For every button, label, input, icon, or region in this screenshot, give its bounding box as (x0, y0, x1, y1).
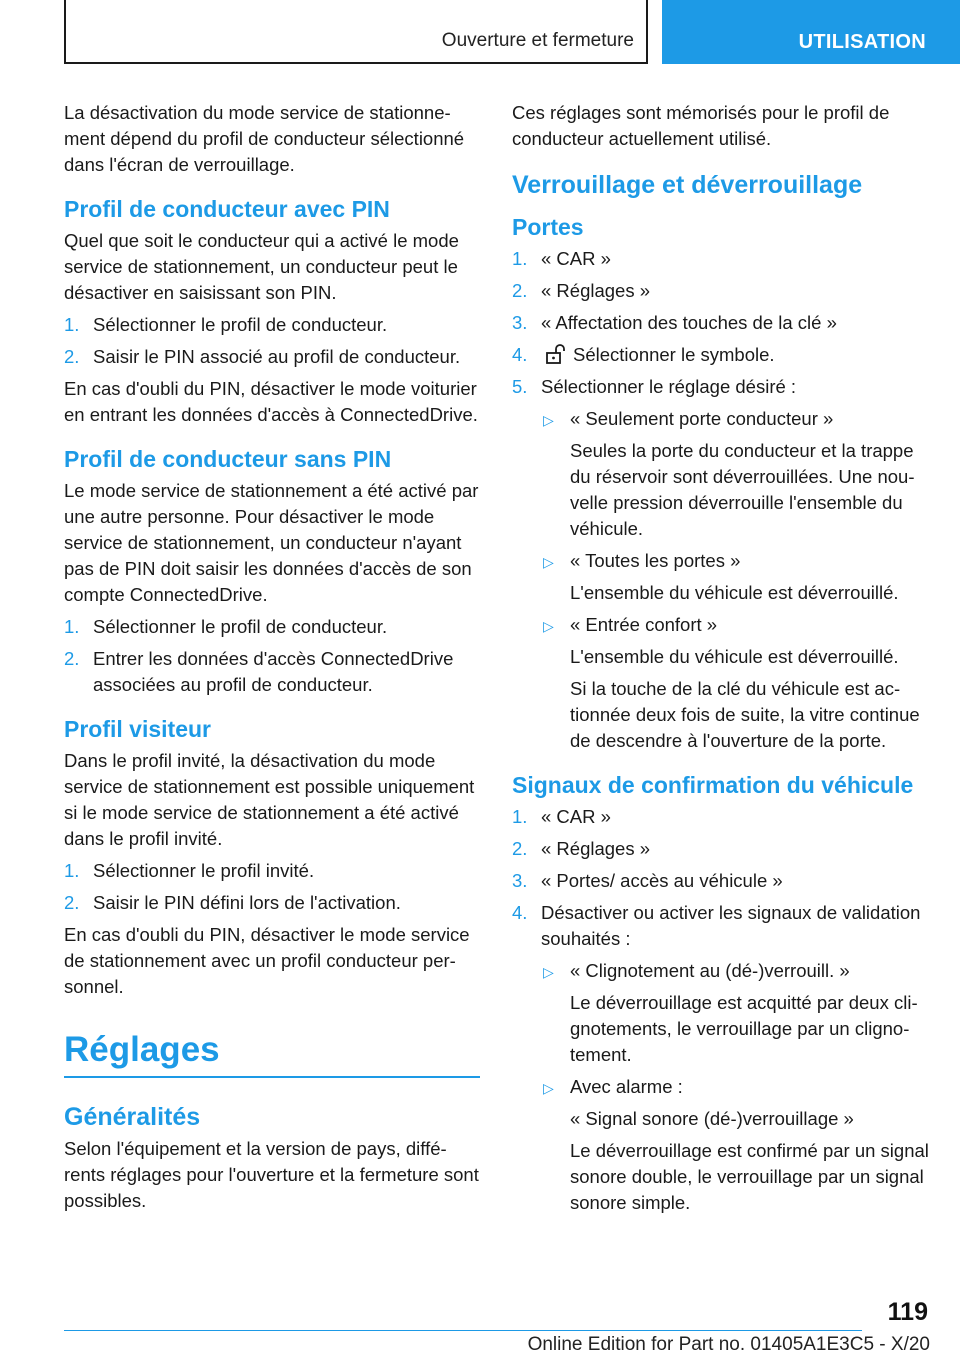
heading-rule (64, 1076, 480, 1078)
page-number: 119 (887, 1298, 928, 1326)
step-text: Sélectionner le profil de conducteur. (93, 616, 388, 637)
left-column (64, 100, 480, 1220)
option-item (541, 406, 932, 542)
step-number: 2. (512, 280, 528, 301)
step-text: Entrer les données d'accès ConnectedDrive associées au profil de conducteur. (93, 648, 454, 695)
option-item (541, 612, 932, 754)
triangle-bullet-icon: ▷ (543, 554, 554, 570)
step-number: 3. (512, 870, 528, 891)
step-number: 2. (64, 648, 80, 669)
triangle-bullet-icon: ▷ (543, 412, 554, 428)
list-item (512, 868, 932, 894)
right-intro: Ces réglages sont mémorisés pour le profil de conducteur actuellement utilisé. (512, 102, 890, 149)
heading-doors: Portes (512, 214, 584, 240)
step-number: 1. (64, 860, 80, 881)
option-desc: Le déverrouillage est confirmé par un signal sonore double, le verrouillage par un signal sonore simple. (570, 1140, 929, 1213)
header-chapter-tab: UTILISATION (662, 0, 960, 64)
list-item (64, 312, 480, 338)
footer-edition: Online Edition for Part no. 01405A1E3C5 - X/20 (527, 1334, 930, 1355)
list-item (512, 836, 932, 862)
footer-rule (64, 1330, 862, 1331)
step-number: 4. (512, 344, 528, 365)
nopin-steps (64, 614, 480, 698)
list-item (64, 858, 480, 884)
list-item (64, 614, 480, 640)
list-item (512, 804, 932, 830)
right-column (512, 100, 932, 1222)
list-item (512, 310, 932, 336)
option-desc: Le déverrouillage est acquitté par deux clignotements, le verrouillage par un clignotement. (570, 992, 918, 1065)
step-text: Sélectionner le symbole. (573, 344, 775, 365)
step-text: Désactiver ou activer les signaux de validation souhaités : (541, 902, 921, 949)
option-item (541, 548, 932, 606)
doors-options (541, 406, 932, 754)
option-label: « Toutes les portes » (570, 550, 741, 571)
visitor-steps (64, 858, 480, 916)
step-text: Sélectionner le profil de conducteur. (93, 314, 388, 335)
heading-visitor-profile: Profil visiteur (64, 716, 211, 742)
unlock-icon (545, 344, 567, 364)
step-number: 1. (512, 806, 528, 827)
step-number: 3. (512, 312, 528, 333)
pin-note: En cas d'oubli du PIN, désactiver le mode voiturier en entrant les données d'accès à ConnectedDrive. (64, 378, 478, 425)
doors-steps (512, 246, 932, 754)
triangle-bullet-icon: ▷ (543, 1080, 554, 1096)
list-item (512, 374, 932, 754)
step-number: 2. (64, 346, 80, 367)
option-item (541, 958, 932, 1068)
list-item (64, 646, 480, 698)
option-label: « Seulement porte conducteur » (570, 408, 834, 429)
step-number: 4. (512, 902, 528, 923)
list-item (64, 344, 480, 370)
heading-settings: Réglages (64, 1030, 220, 1069)
step-number: 2. (64, 892, 80, 913)
signals-steps (512, 804, 932, 1216)
option-desc: L'ensemble du véhicule est déverrouillé. (570, 582, 899, 603)
heading-pin-profile: Profil de conducteur avec PIN (64, 196, 390, 222)
general-text: Selon l'équipement et la version de pays, différents réglages pour l'ouverture et la fermeture sont possibles. (64, 1138, 479, 1211)
signals-options (541, 958, 932, 1216)
option-label: « Entrée confort » (570, 614, 718, 635)
heading-lock-unlock: Verrouillage et déverrouillage (512, 171, 863, 199)
step-text: Saisir le PIN défini lors de l'activation. (93, 892, 401, 913)
triangle-bullet-icon: ▷ (543, 618, 554, 634)
step-number: 1. (512, 248, 528, 269)
heading-nopin-profile: Profil de conducteur sans PIN (64, 446, 392, 472)
visitor-note: En cas d'oubli du PIN, désactiver le mode service de stationnement avec un profil conducteur personnel. (64, 924, 470, 997)
left-intro: La désactivation du mode service de stationnement dépend du profil de conducteur sélectionné dans l'écran de verrouillage. (64, 102, 465, 175)
step-number: 1. (64, 314, 80, 335)
step-text: « Réglages » (541, 280, 651, 301)
step-text: Sélectionner le profil invité. (93, 860, 315, 881)
pin-text: Quel que soit le conducteur qui a activé le mode service de stationnement, un conducteur peut le désactiver en saisissant son PIN. (64, 230, 459, 303)
header-section-title: Ouverture et fermeture (441, 30, 634, 51)
list-item (512, 278, 932, 304)
option-label: « Clignotement au (dé-)verrouill. » (570, 960, 850, 981)
option-item (541, 1074, 932, 1216)
pin-steps (64, 312, 480, 370)
step-text: « Réglages » (541, 838, 651, 859)
step-text: « CAR » (541, 248, 611, 269)
option-desc: « Signal sonore (dé-)verrouillage » (570, 1108, 854, 1129)
option-desc: L'ensemble du véhicule est déverrouillé. (570, 646, 899, 667)
visitor-text: Dans le profil invité, la désactivation du mode service de stationnement est possible uniquement si le mode service de stationnement a été activé dans le profil invité. (64, 750, 475, 849)
option-label: Avec alarme : (570, 1076, 683, 1097)
heading-signals: Signaux de confirmation du véhicule (512, 772, 914, 798)
list-item (64, 890, 480, 916)
option-desc: Seules la porte du conducteur et la trappe du réservoir sont déverrouillées. Une nouvelle pression déverrouille l'ensemble du véhicule. (570, 440, 915, 539)
list-item (512, 246, 932, 272)
option-desc: Si la touche de la clé du véhicule est actionnée deux fois de suite, la vitre continue de descendre à l'ouverture de la porte. (570, 678, 920, 751)
step-text: « Affectation des touches de la clé » (541, 312, 837, 333)
heading-general: Généralités (64, 1103, 201, 1131)
step-text: « Portes/ accès au véhicule » (541, 870, 783, 891)
step-number: 1. (64, 616, 80, 637)
list-item (512, 900, 932, 1216)
list-item (512, 342, 932, 368)
step-number: 5. (512, 376, 528, 397)
triangle-bullet-icon: ▷ (543, 964, 554, 980)
nopin-text: Le mode service de stationnement a été activé par une autre personne. Pour désactiver le mode service de stationnement, un conducteur n'ayant pas de PIN doit saisir les données d'accès de son compte ConnectedDrive. (64, 480, 479, 605)
step-text: « CAR » (541, 806, 611, 827)
step-text: Sélectionner le réglage désiré : (541, 376, 797, 397)
step-number: 2. (512, 838, 528, 859)
step-text: Saisir le PIN associé au profil de conducteur. (93, 346, 461, 367)
